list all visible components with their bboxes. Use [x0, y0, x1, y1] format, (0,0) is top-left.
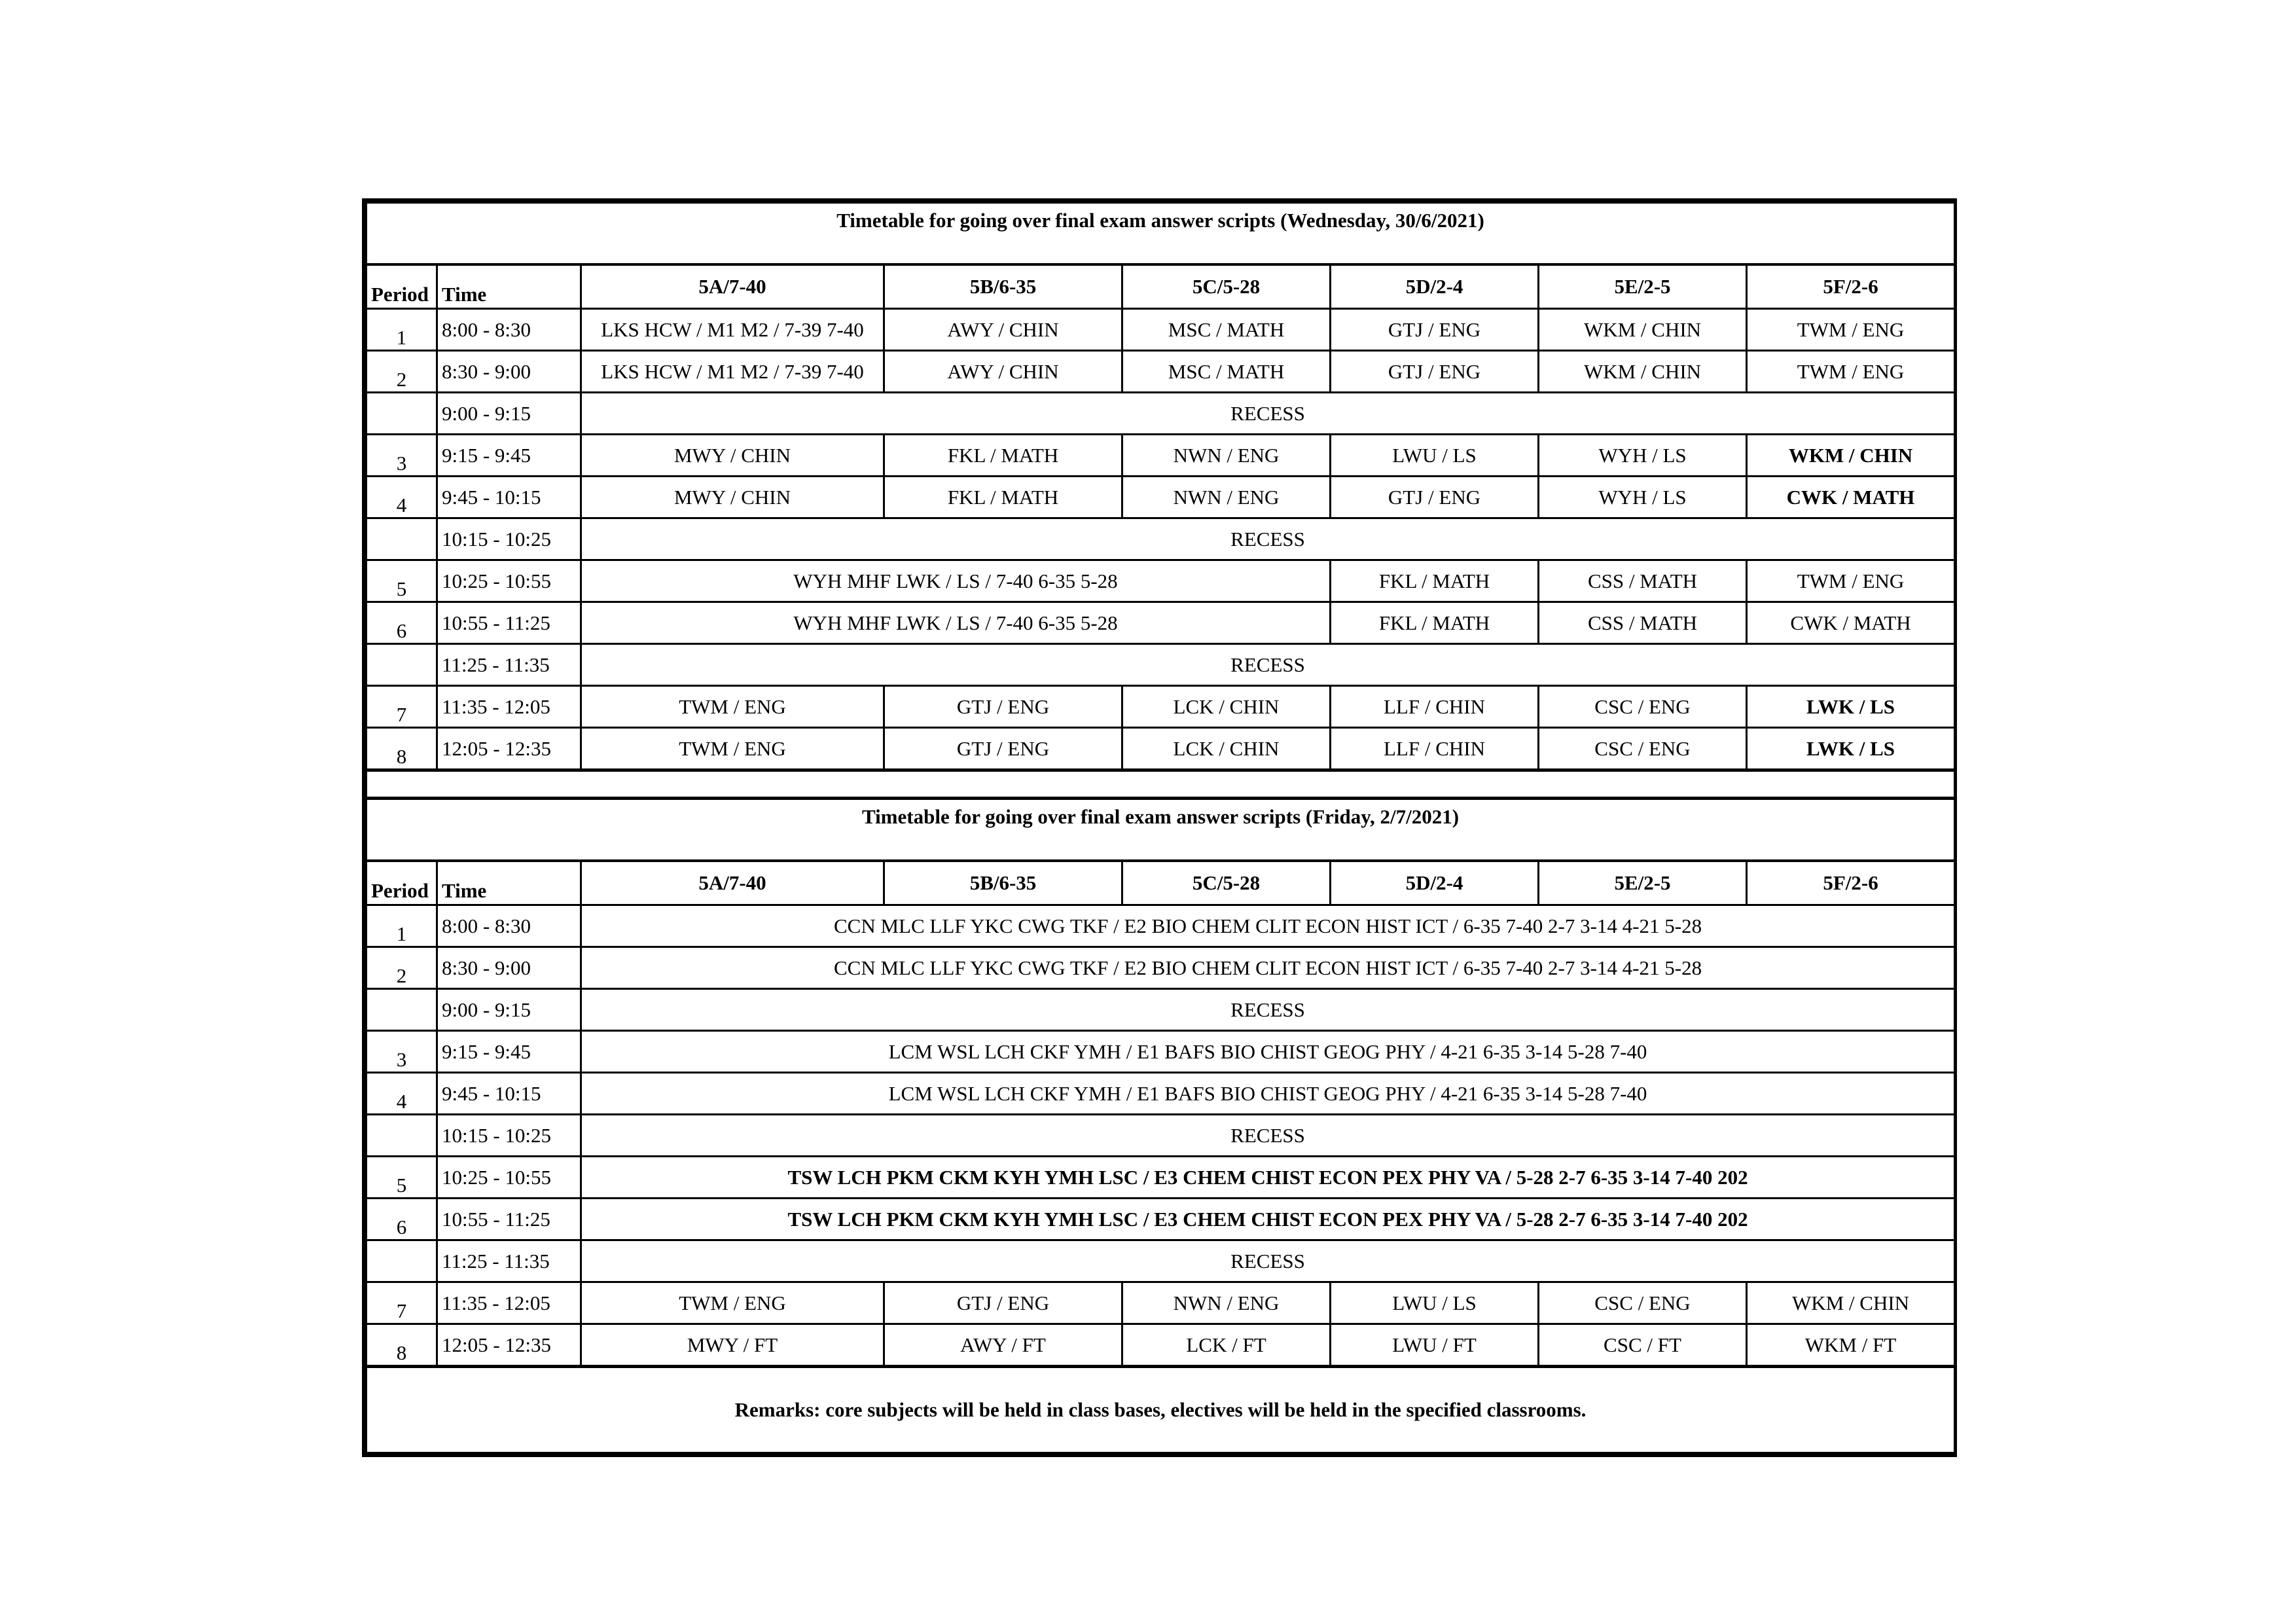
lesson-cell: WYH / LS [1539, 435, 1747, 477]
lesson-cell: WKM / CHIN [1747, 1282, 1955, 1324]
period-number: 6 [367, 602, 437, 644]
lesson-cell: TWM / ENG [1747, 351, 1955, 393]
lesson-cell: TWM / ENG [1747, 560, 1955, 602]
period-time: 11:25 - 11:35 [437, 1240, 581, 1282]
lesson-cell: FKL / MATH [1331, 602, 1539, 644]
elective-cell: LCM WSL LCH CKF YMH / E1 BAFS BIO CHIST GEOG PHY / 4-21 6-35 3-14 5-28 7-40 [581, 1073, 1955, 1115]
header-class-5: 5F/2-6 [1747, 861, 1955, 905]
wednesday-title: Timetable for going over final exam answer scripts (Wednesday, 30/6/2021) [367, 203, 1955, 265]
period-number: 1 [367, 309, 437, 351]
lesson-cell: TWM / ENG [581, 686, 884, 728]
recess-cell: RECESS [581, 989, 1955, 1031]
period-number [367, 644, 437, 686]
spacer-row [367, 770, 1955, 799]
period-time: 11:35 - 12:05 [437, 1282, 581, 1324]
lesson-cell: LWK / LS [1747, 728, 1955, 770]
lesson-cell: NWN / ENG [1122, 477, 1331, 518]
header-class-4: 5E/2-5 [1539, 861, 1747, 905]
lesson-cell: WKM / CHIN [1539, 351, 1747, 393]
recess-cell: RECESS [581, 393, 1955, 435]
lesson-cell: LWU / LS [1331, 435, 1539, 477]
wednesday-row [367, 518, 1955, 560]
header-class-5: 5F/2-6 [1747, 264, 1955, 309]
remarks: Remarks: core subjects will be held in class bases, electives will be held in the specified classrooms. [367, 1367, 1955, 1453]
wednesday-row [367, 560, 1955, 602]
header-class-0: 5A/7-40 [581, 861, 884, 905]
period-time: 12:05 - 12:35 [437, 728, 581, 770]
header-class-3: 5D/2-4 [1331, 861, 1539, 905]
period-number: 2 [367, 351, 437, 393]
lesson-cell: WKM / CHIN [1539, 309, 1747, 351]
lesson-cell: GTJ / ENG [884, 728, 1122, 770]
recess-cell: RECESS [581, 1240, 1955, 1282]
period-number: 2 [367, 947, 437, 989]
period-time: 10:15 - 10:25 [437, 518, 581, 560]
friday-row [367, 1324, 1955, 1367]
period-number: 6 [367, 1199, 437, 1240]
lesson-cell: GTJ / ENG [884, 686, 1122, 728]
lesson-cell: LWK / LS [1747, 686, 1955, 728]
period-number [367, 518, 437, 560]
period-number [367, 1115, 437, 1157]
elective-cell: TSW LCH PKM CKM KYH YMH LSC / E3 CHEM CHIST ECON PEX PHY VA / 5-28 2-7 6-35 3-14 7-40 202 [581, 1199, 1955, 1240]
timetable-sheet [362, 198, 1957, 1457]
lesson-cell: GTJ / ENG [1331, 477, 1539, 518]
period-time: 9:45 - 10:15 [437, 477, 581, 518]
lesson-cell: AWY / FT [884, 1324, 1122, 1367]
wednesday-row [367, 435, 1955, 477]
lesson-cell: NWN / ENG [1122, 435, 1331, 477]
period-time: 8:30 - 9:00 [437, 351, 581, 393]
timetable [365, 202, 1956, 1454]
wednesday-row [367, 393, 1955, 435]
elective-cell: LCM WSL LCH CKF YMH / E1 BAFS BIO CHIST GEOG PHY / 4-21 6-35 3-14 5-28 7-40 [581, 1031, 1955, 1073]
lesson-cell: CSC / ENG [1539, 1282, 1747, 1324]
period-number: 7 [367, 1282, 437, 1324]
header-class-3: 5D/2-4 [1331, 264, 1539, 309]
period-number: 3 [367, 435, 437, 477]
lesson-cell: LCK / FT [1122, 1324, 1331, 1367]
period-time: 9:00 - 9:15 [437, 989, 581, 1031]
period-time: 10:55 - 11:25 [437, 1199, 581, 1240]
header-class-1: 5B/6-35 [884, 264, 1122, 309]
lesson-cell: CWK / MATH [1747, 602, 1955, 644]
lesson-cell: WKM / FT [1747, 1324, 1955, 1367]
lesson-cell: FKL / MATH [884, 435, 1122, 477]
wednesday-row [367, 686, 1955, 728]
lesson-cell: LKS HCW / M1 M2 / 7-39 7-40 [581, 309, 884, 351]
friday-row [367, 989, 1955, 1031]
period-number: 3 [367, 1031, 437, 1073]
lesson-cell: TWM / ENG [1747, 309, 1955, 351]
lesson-cell: NWN / ENG [1122, 1282, 1331, 1324]
friday-row [367, 1031, 1955, 1073]
lesson-cell: MSC / MATH [1122, 351, 1331, 393]
wednesday-row [367, 351, 1955, 393]
lesson-cell: CSS / MATH [1539, 602, 1747, 644]
lesson-cell: LLF / CHIN [1331, 728, 1539, 770]
header-class-1: 5B/6-35 [884, 861, 1122, 905]
period-time: 10:25 - 10:55 [437, 560, 581, 602]
period-number: 7 [367, 686, 437, 728]
merged-cell: WYH MHF LWK / LS / 7-40 6-35 5-28 [581, 560, 1331, 602]
period-time: 10:25 - 10:55 [437, 1157, 581, 1199]
lesson-cell: MWY / FT [581, 1324, 884, 1367]
period-number: 8 [367, 728, 437, 770]
header-class-2: 5C/5-28 [1122, 264, 1331, 309]
period-time: 10:55 - 11:25 [437, 602, 581, 644]
lesson-cell: CSC / ENG [1539, 686, 1747, 728]
period-number: 4 [367, 477, 437, 518]
elective-cell: CCN MLC LLF YKC CWG TKF / E2 BIO CHEM CLIT ECON HIST ICT / 6-35 7-40 2-7 3-14 4-21 5-28 [581, 947, 1955, 989]
lesson-cell: AWY / CHIN [884, 351, 1122, 393]
elective-cell: CCN MLC LLF YKC CWG TKF / E2 BIO CHEM CLIT ECON HIST ICT / 6-35 7-40 2-7 3-14 4-21 5-28 [581, 905, 1955, 947]
period-number [367, 989, 437, 1031]
lesson-cell: MWY / CHIN [581, 435, 884, 477]
period-time: 9:00 - 9:15 [437, 393, 581, 435]
lesson-cell: GTJ / ENG [1331, 309, 1539, 351]
lesson-cell: LKS HCW / M1 M2 / 7-39 7-40 [581, 351, 884, 393]
lesson-cell: CSC / ENG [1539, 728, 1747, 770]
period-number [367, 393, 437, 435]
friday-row [367, 1115, 1955, 1157]
period-time: 8:30 - 9:00 [437, 947, 581, 989]
merged-cell: WYH MHF LWK / LS / 7-40 6-35 5-28 [581, 602, 1331, 644]
lesson-cell: CSC / FT [1539, 1324, 1747, 1367]
period-time: 8:00 - 8:30 [437, 905, 581, 947]
lesson-cell: TWM / ENG [581, 1282, 884, 1324]
period-time: 12:05 - 12:35 [437, 1324, 581, 1367]
wednesday-row [367, 309, 1955, 351]
lesson-cell: AWY / CHIN [884, 309, 1122, 351]
friday-row [367, 1073, 1955, 1115]
header-period: Period [367, 264, 437, 309]
lesson-cell: MSC / MATH [1122, 309, 1331, 351]
period-number [367, 1240, 437, 1282]
period-time: 8:00 - 8:30 [437, 309, 581, 351]
lesson-cell: LCK / CHIN [1122, 728, 1331, 770]
wednesday-row [367, 602, 1955, 644]
period-number: 5 [367, 1157, 437, 1199]
lesson-cell: FKL / MATH [884, 477, 1122, 518]
lesson-cell: MWY / CHIN [581, 477, 884, 518]
recess-cell: RECESS [581, 1115, 1955, 1157]
header-period: Period [367, 861, 437, 905]
friday-row [367, 905, 1955, 947]
period-number: 5 [367, 560, 437, 602]
header-time: Time [437, 264, 581, 309]
period-number: 4 [367, 1073, 437, 1115]
lesson-cell: LLF / CHIN [1331, 686, 1539, 728]
friday-row [367, 1282, 1955, 1324]
lesson-cell: GTJ / ENG [1331, 351, 1539, 393]
header-class-2: 5C/5-28 [1122, 861, 1331, 905]
header-time: Time [437, 861, 581, 905]
friday-row [367, 1240, 1955, 1282]
lesson-cell: WKM / CHIN [1747, 435, 1955, 477]
wednesday-row [367, 644, 1955, 686]
wednesday-row [367, 477, 1955, 518]
lesson-cell: LWU / LS [1331, 1282, 1539, 1324]
recess-cell: RECESS [581, 518, 1955, 560]
wednesday-row [367, 728, 1955, 770]
period-time: 10:15 - 10:25 [437, 1115, 581, 1157]
lesson-cell: LCK / CHIN [1122, 686, 1331, 728]
period-time: 9:15 - 9:45 [437, 435, 581, 477]
lesson-cell: LWU / FT [1331, 1324, 1539, 1367]
period-number: 1 [367, 905, 437, 947]
lesson-cell: GTJ / ENG [884, 1282, 1122, 1324]
elective-cell: TSW LCH PKM CKM KYH YMH LSC / E3 CHEM CHIST ECON PEX PHY VA / 5-28 2-7 6-35 3-14 7-40 202 [581, 1157, 1955, 1199]
period-number: 8 [367, 1324, 437, 1367]
period-time: 11:25 - 11:35 [437, 644, 581, 686]
friday-row [367, 1157, 1955, 1199]
header-class-4: 5E/2-5 [1539, 264, 1747, 309]
recess-cell: RECESS [581, 644, 1955, 686]
lesson-cell: FKL / MATH [1331, 560, 1539, 602]
header-class-0: 5A/7-40 [581, 264, 884, 309]
lesson-cell: TWM / ENG [581, 728, 884, 770]
friday-title: Timetable for going over final exam answer scripts (Friday, 2/7/2021) [367, 799, 1955, 861]
friday-row [367, 947, 1955, 989]
lesson-cell: WYH / LS [1539, 477, 1747, 518]
period-time: 9:45 - 10:15 [437, 1073, 581, 1115]
friday-row [367, 1199, 1955, 1240]
lesson-cell: CWK / MATH [1747, 477, 1955, 518]
lesson-cell: CSS / MATH [1539, 560, 1747, 602]
period-time: 11:35 - 12:05 [437, 686, 581, 728]
period-time: 9:15 - 9:45 [437, 1031, 581, 1073]
